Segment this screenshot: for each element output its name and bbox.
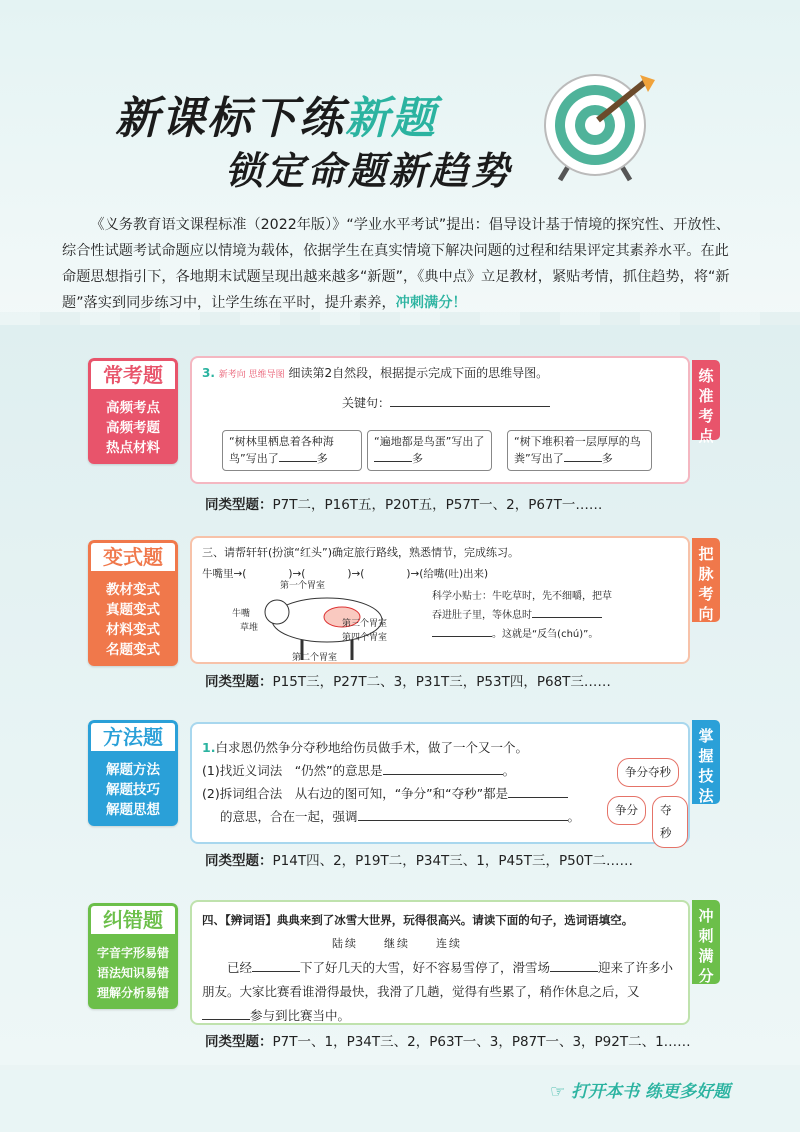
footer-slogan: ☞ 打开本书 练更多好题 (550, 1082, 731, 1102)
example-card-3: 1.白求恩仍然争分夺秒地给伤员做手术，做了一个又一个。 (1)找近义词法 “仍然”的意思是 。 (2)拆词组合法 从右边的图可知，“争分”和“夺秒”都是 的意思，合在一起，强调 。 争分夺秒 争分 夺秒 (190, 722, 690, 844)
category-bianshiti: 变式题 教材变式 真题变式 材料变式 名题变式 (88, 540, 178, 666)
intro-paragraph: 《义务教育语文课程标准（2022年版）》“学业水平考试”提出：倡导设计基于情境的探究性、开放性、综合性试题考试命题应以情境为载体，依据学生在真实情境下解决问题的过程和结果评定其素养水平。在此命题思想指引下，各地期末试题呈现出越来越多“新题”，《典中点》立足教材，紧贴考情，抓住趋势，将“新题”落实到同步练习中，让学生练在平时，提升素养，冲刺满分！ (62, 217, 730, 311)
page-title: 新课标下练新题 (115, 93, 437, 144)
example-card-1: 3. 新考向 思维导图 细读第2自然段，根据提示完成下面的思维导图。 关键句： “树林里栖息着各种海鸟”写出了 多 “遍地都是鸟蛋”写出了多 “树下堆积着一层厚厚的鸟粪”写出了 多 (190, 356, 690, 484)
example-card-4: 四、【辨词语】典典来到了冰雪大世界，玩得很高兴。请读下面的句子，选词语填空。 陆续 继续 连续 已经 下了好几天的大雪，好不容易雪停了，滑雪场 迎来了许多小朋友。大家比赛看谁滑得最快，我滑了几趟，觉得有些累了，稍作休息之后，又参与到比赛当中。 (190, 900, 690, 1025)
hand-icon: ☞ (550, 1082, 566, 1102)
side-tag-2: 把脉考向 (692, 538, 720, 622)
example-card-2: 三、请帮轩轩(扮演“红头”)确定旅行路线，熟悉情节，完成练习。 牛嘴里→( )→( )→( )→(给嘴(吐)出来) 第一个胃室 第三个胃室 第四个胃室 第二个胃室 牛嘴 草堆 科学小贴士：牛吃草时，先不细嚼，把草吞进肚子里，等休息时 。这就是“反刍(chú)”。 (190, 536, 690, 664)
category-changkaoti: 常考题 高频考点 高频考题 热点材料 (88, 358, 178, 464)
page-subtitle: 锁定命题新趋势 (225, 149, 513, 193)
same-type-3: 同类型题：P14T四、2，P19T二，P34T三、1，P45T三，P50T二…… (205, 853, 634, 869)
side-tag-3: 掌握技法 (692, 720, 720, 804)
same-type-1: 同类型题：P7T二，P16T五，P20T五，P57T一、2，P67T一…… (205, 497, 603, 513)
same-type-2: 同类型题：P15T三，P27T二、3，P31T三，P53T四，P68T三…… (205, 674, 611, 690)
side-tag-4: 冲刺满分 (692, 900, 720, 984)
category-fangfati: 方法题 解题方法 解题技巧 解题思想 (88, 720, 178, 826)
side-tag-1: 练准考点 (692, 360, 720, 440)
target-icon (530, 70, 660, 190)
category-jiucuoti: 纠错题 字音字形易错 语法知识易错 理解分析易错 (88, 903, 178, 1009)
same-type-4: 同类型题：P7T一、1，P34T三、2，P63T一、3，P87T一、3，P92T二、1…… (205, 1034, 691, 1050)
